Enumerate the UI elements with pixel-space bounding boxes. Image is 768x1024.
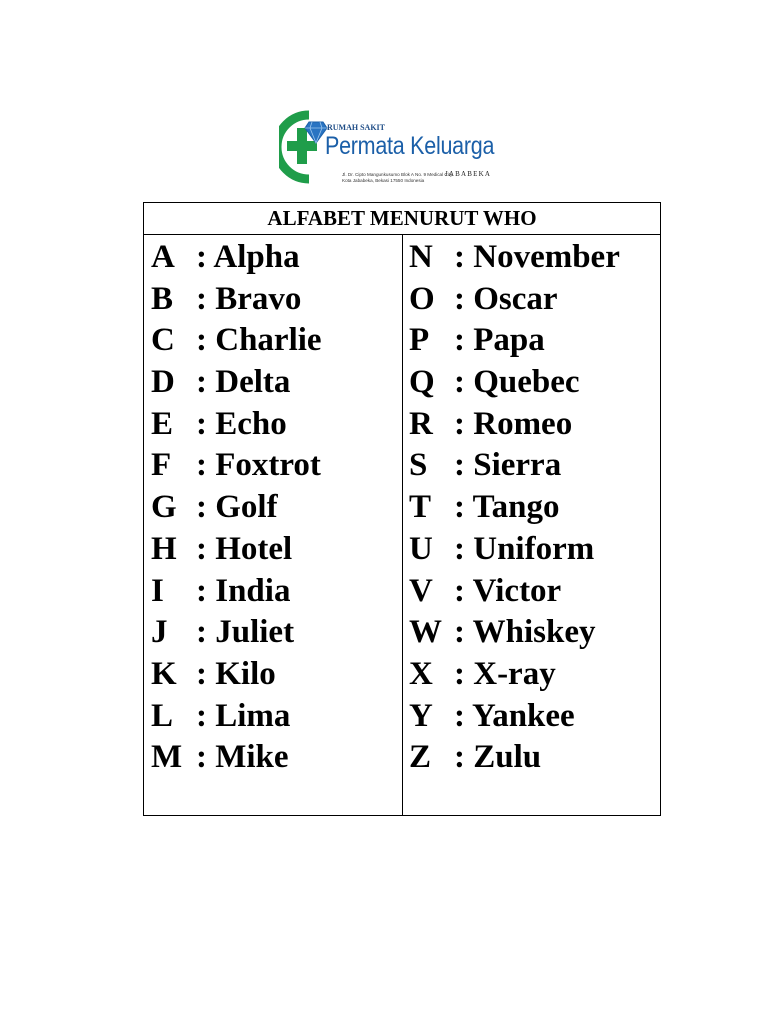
row-codeword: : Sierra — [454, 447, 562, 484]
row-letter: S — [409, 447, 428, 484]
row-letter: W — [409, 614, 442, 651]
row-codeword: : Whiskey — [454, 614, 596, 651]
row-codeword: : November — [454, 239, 620, 275]
row-codeword: : Quebec — [454, 364, 580, 401]
row-letter: T — [409, 489, 432, 526]
row-letter: Z — [409, 739, 432, 776]
table-title: ALFABET MENURUT WHO — [144, 203, 660, 235]
row-letter: X — [409, 655, 433, 692]
row-letter: J — [151, 614, 168, 651]
row-letter: K — [151, 655, 177, 692]
row-codeword: : Victor — [454, 572, 562, 609]
logo-city: JABABEKA — [445, 170, 492, 178]
row-letter: M — [151, 739, 183, 776]
row-codeword: : Golf — [196, 489, 278, 526]
row-letter: H — [151, 530, 177, 567]
row-codeword: : Alpha — [196, 239, 300, 275]
row-codeword: : Charlie — [196, 322, 322, 359]
row-codeword: : Oscar — [454, 280, 558, 317]
row-codeword: : Romeo — [454, 405, 573, 442]
phonetic-alphabet-table — [143, 202, 661, 816]
row-letter: E — [151, 405, 174, 442]
row-codeword: : Mike — [196, 739, 289, 776]
row-codeword: : Tango — [454, 489, 560, 526]
row-letter: Q — [409, 364, 435, 401]
row-codeword: : X-ray — [454, 655, 556, 692]
row-codeword: : Uniform — [454, 530, 595, 567]
column-divider — [402, 234, 403, 815]
row-codeword: : Zulu — [454, 739, 542, 776]
logo-address-line1: Jl. Dr. Cipto Mangunkusumo Blok A No. 9 Medical City — [342, 172, 453, 177]
row-codeword: : India — [196, 572, 291, 609]
row-letter: G — [151, 489, 177, 526]
row-letter: I — [151, 572, 164, 609]
row-codeword: : Lima — [196, 697, 291, 734]
row-letter: B — [151, 280, 174, 317]
row-codeword: : Delta — [196, 364, 291, 401]
row-letter: C — [151, 322, 175, 359]
row-codeword: : Hotel — [196, 530, 293, 567]
row-letter: Y — [409, 697, 433, 734]
row-codeword: : Juliet — [196, 614, 295, 651]
hospital-logo — [279, 110, 495, 184]
row-letter: U — [409, 530, 433, 567]
row-letter: V — [409, 572, 433, 609]
row-letter: D — [151, 364, 175, 401]
hospital-name: Permata Keluarga — [325, 132, 495, 160]
row-codeword: : Bravo — [196, 280, 302, 317]
row-letter: L — [151, 697, 174, 734]
row-letter: P — [409, 322, 430, 359]
row-letter: A — [151, 239, 175, 275]
row-letter: F — [151, 447, 172, 484]
row-codeword: : Kilo — [196, 655, 276, 692]
hospital-emblem-icon — [279, 110, 329, 184]
row-letter: R — [409, 405, 433, 442]
row-codeword: : Echo — [196, 405, 287, 442]
row-codeword: : Papa — [454, 322, 545, 359]
row-letter: N — [409, 239, 433, 275]
row-codeword: : Yankee — [454, 697, 575, 734]
logo-address-line2: Kota Jababeka, Bekasi 17550 Indonesia — [342, 178, 425, 183]
row-codeword: : Foxtrot — [196, 447, 321, 484]
logo-small-label: RUMAH SAKIT — [327, 123, 386, 132]
row-letter: O — [409, 280, 435, 317]
